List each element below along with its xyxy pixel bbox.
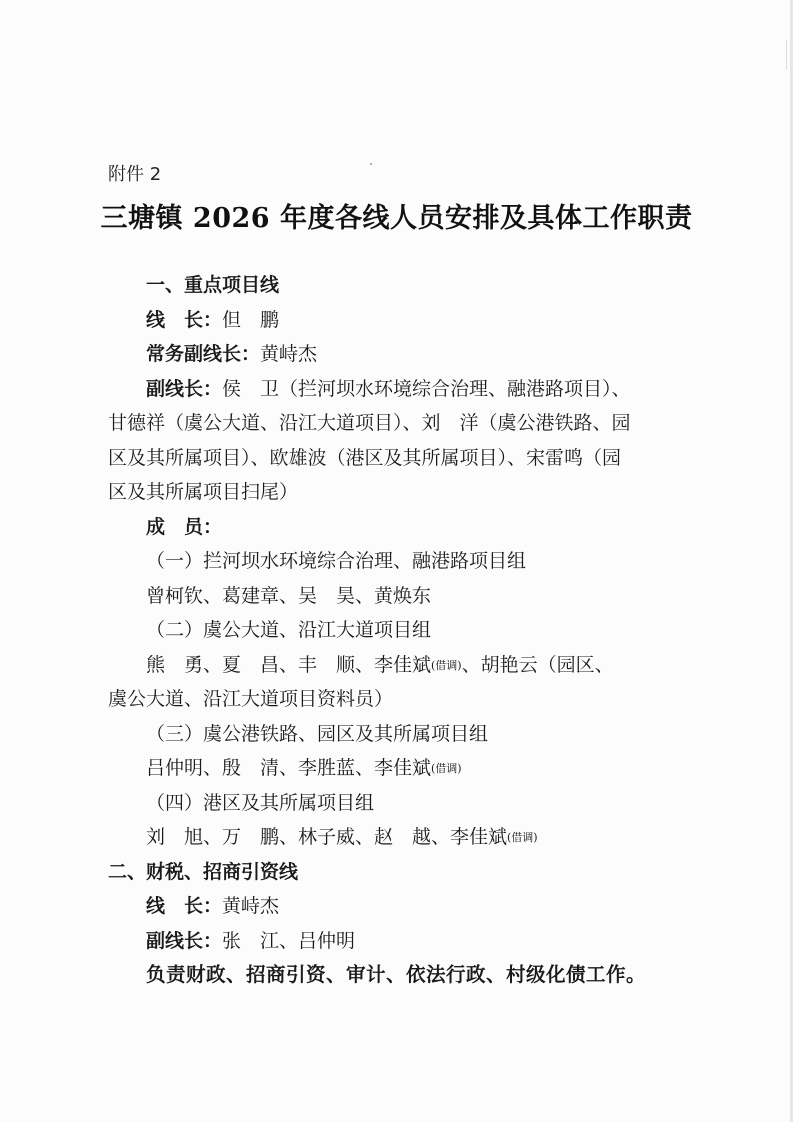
- section-heading-text: 一、重点项目线: [146, 274, 280, 296]
- role-label: 线 长：: [146, 308, 223, 331]
- role-line: [108, 303, 688, 338]
- role-value: 张 江、吕仲明: [222, 929, 356, 952]
- member-names-continued: 、胡艳云（园区、: [461, 653, 614, 676]
- document-body: [108, 268, 688, 993]
- member-names-text: 曾柯钦、葛建章、吴 昊、黄焕东: [146, 584, 432, 607]
- group-heading-text: （四）港区及其所属项目组: [146, 791, 375, 814]
- group-heading: [108, 786, 688, 821]
- continued-text-content: 区及其所属项目扫尾）: [108, 481, 299, 503]
- role-label: 常务副线长：: [146, 343, 261, 365]
- member-names: [108, 751, 688, 786]
- continued-text-content: 区及其所属项目）、欧雄波（港区及其所属项目）、宋雷鸣（园: [108, 446, 622, 469]
- role-value: 黄峙杰: [222, 895, 280, 917]
- role-line: [108, 372, 688, 407]
- continued-text: [108, 406, 688, 441]
- members-label: 成 员：: [146, 515, 223, 538]
- member-names-text: 熊 勇、夏 昌、丰 顺、李佳斌: [146, 653, 432, 676]
- role-label: 线 长：: [146, 895, 223, 917]
- role-line: [108, 337, 688, 372]
- duty-statement: [108, 958, 688, 993]
- role-line: [108, 889, 688, 924]
- continued-text-content: 甘德祥（虞公大道、沿江大道项目）、刘 洋（虞公港铁路、园: [108, 412, 631, 434]
- attachment-label: 附件 2: [108, 164, 162, 185]
- role-label: 副线长：: [146, 377, 223, 400]
- role-label: 副线长：: [146, 929, 223, 952]
- group-heading: [108, 717, 688, 752]
- continued-text: [108, 682, 688, 717]
- secondment-note: (借调): [431, 658, 462, 672]
- scan-dot: [370, 163, 372, 165]
- group-heading-text: （一）拦河坝水环境综合治理、融港路项目组: [146, 550, 527, 572]
- continued-text: [108, 441, 688, 476]
- group-heading: [108, 613, 688, 648]
- member-names: [108, 579, 688, 614]
- member-names: [108, 648, 688, 683]
- section-heading: [108, 268, 688, 303]
- continued-text-content: 虞公大道、沿江大道项目资料员）: [108, 688, 394, 710]
- page-title: 三塘镇 2026 年度各线人员安排及具体工作职责: [100, 203, 693, 234]
- role-line: [108, 924, 688, 959]
- section-heading-text: 二、财税、招商引资线: [108, 860, 299, 883]
- duty-text: 负责财政、招商引资、审计、依法行政、村级化债工作。: [146, 963, 647, 986]
- group-heading: [108, 544, 688, 579]
- member-names-text: 吕仲明、殷 清、李胜蓝、李佳斌: [146, 757, 432, 779]
- role-value: 但 鹏: [222, 308, 280, 331]
- member-names: [108, 820, 688, 855]
- member-names-text: 刘 旭、万 鹏、林子威、赵 越、李佳斌: [146, 826, 508, 848]
- secondment-note: (借调): [507, 831, 538, 844]
- secondment-note: (借调): [431, 762, 462, 775]
- continued-text: [108, 475, 688, 510]
- section-heading: [108, 855, 688, 890]
- role-value: 黄峙杰: [260, 343, 318, 365]
- members-label-line: [108, 510, 688, 545]
- group-heading-text: （三）虞公港铁路、园区及其所属项目组: [146, 722, 489, 745]
- role-value: 侯 卫（拦河坝水环境综合治理、融港路项目）、: [222, 377, 631, 400]
- scan-mark: [786, 40, 787, 70]
- group-heading-text: （二）虞公大道、沿江大道项目组: [146, 619, 432, 641]
